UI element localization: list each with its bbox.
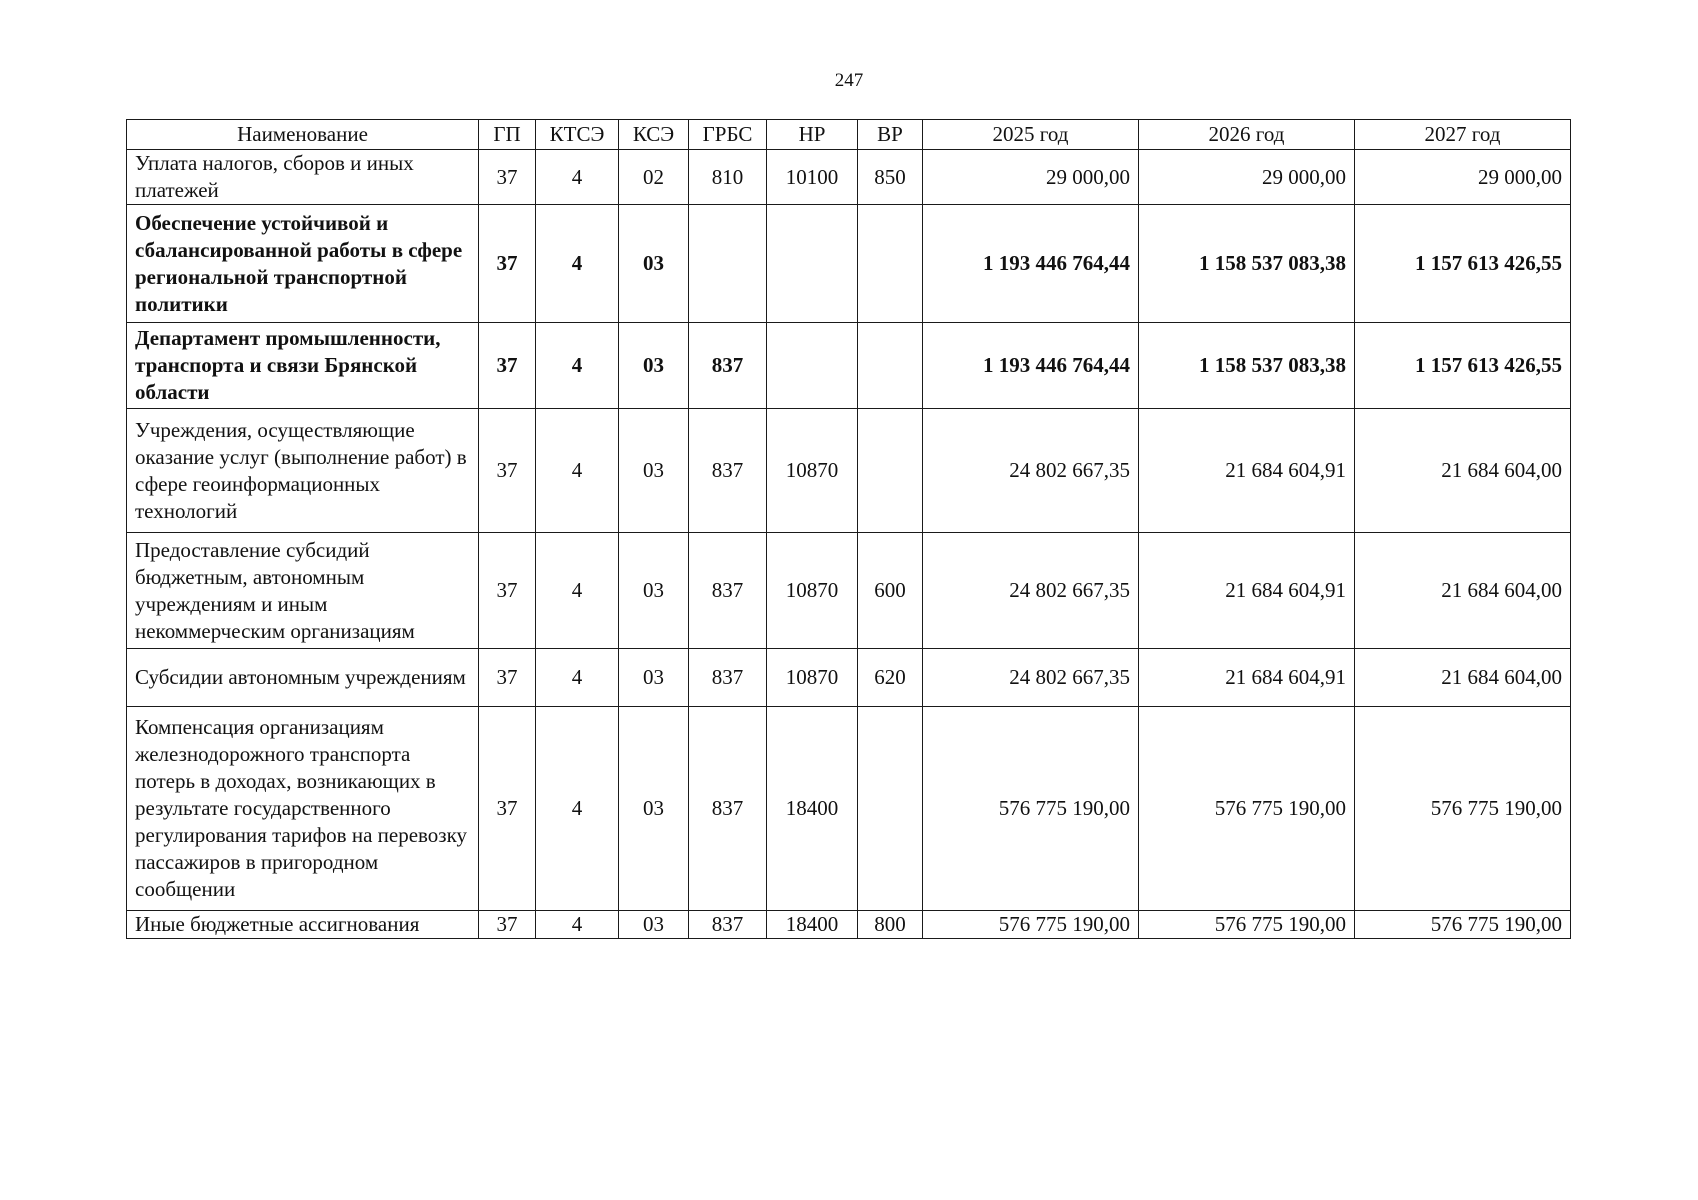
cell-grbs: 837: [689, 707, 767, 911]
cell-grbs: 837: [689, 533, 767, 649]
table-body: [127, 150, 1571, 939]
header-name: Наименование: [127, 120, 479, 150]
budget-table: [126, 119, 1571, 939]
cell-grbs: 837: [689, 409, 767, 533]
cell-name: Предоставление субсидий бюджетным, автономным учреждениям и иным некоммерческим организациям: [127, 533, 479, 649]
cell-gp: 37: [479, 323, 536, 409]
table-row: [127, 649, 1571, 707]
cell-grbs: 837: [689, 911, 767, 939]
cell-y2027: 21 684 604,00: [1355, 649, 1571, 707]
cell-nr: 10870: [767, 649, 858, 707]
cell-name: Субсидии автономным учреждениям: [127, 649, 479, 707]
cell-kse: 03: [619, 409, 689, 533]
cell-nr: 10870: [767, 533, 858, 649]
table-row: [127, 205, 1571, 323]
cell-gp: 37: [479, 707, 536, 911]
cell-gp: 37: [479, 533, 536, 649]
cell-y2027: 21 684 604,00: [1355, 409, 1571, 533]
cell-ktse: 4: [536, 707, 619, 911]
cell-y2025: 1 193 446 764,44: [923, 323, 1139, 409]
cell-y2027: 1 157 613 426,55: [1355, 205, 1571, 323]
cell-grbs: 810: [689, 150, 767, 205]
cell-ktse: 4: [536, 649, 619, 707]
table-row: [127, 533, 1571, 649]
cell-y2026: 21 684 604,91: [1139, 649, 1355, 707]
cell-name: Компенсация организациям железнодорожного транспорта потерь в доходах, возникающих в результате государственного регулирования тарифов на перевозку пассажиров в пригородном сообщении: [127, 707, 479, 911]
cell-y2026: 21 684 604,91: [1139, 409, 1355, 533]
cell-nr: 18400: [767, 911, 858, 939]
cell-ktse: 4: [536, 409, 619, 533]
header-2026: 2026 год: [1139, 120, 1355, 150]
cell-y2027: 29 000,00: [1355, 150, 1571, 205]
cell-y2025: 576 775 190,00: [923, 707, 1139, 911]
cell-name: Департамент промышленности, транспорта и связи Брянской области: [127, 323, 479, 409]
cell-nr: 18400: [767, 707, 858, 911]
cell-gp: 37: [479, 649, 536, 707]
cell-vr: 800: [858, 911, 923, 939]
cell-gp: 37: [479, 409, 536, 533]
cell-gp: 37: [479, 150, 536, 205]
cell-vr: 850: [858, 150, 923, 205]
cell-kse: 02: [619, 150, 689, 205]
cell-y2025: 24 802 667,35: [923, 409, 1139, 533]
cell-kse: 03: [619, 649, 689, 707]
cell-ktse: 4: [536, 533, 619, 649]
cell-y2027: 576 775 190,00: [1355, 707, 1571, 911]
cell-vr: [858, 707, 923, 911]
header-gp: ГП: [479, 120, 536, 150]
cell-gp: 37: [479, 911, 536, 939]
cell-vr: [858, 205, 923, 323]
header-kse: КСЭ: [619, 120, 689, 150]
cell-kse: 03: [619, 205, 689, 323]
cell-ktse: 4: [536, 205, 619, 323]
cell-gp: 37: [479, 205, 536, 323]
cell-ktse: 4: [536, 911, 619, 939]
header-ktse: КТСЭ: [536, 120, 619, 150]
cell-y2027: 21 684 604,00: [1355, 533, 1571, 649]
cell-y2027: 576 775 190,00: [1355, 911, 1571, 939]
cell-y2026: 576 775 190,00: [1139, 707, 1355, 911]
cell-y2025: 576 775 190,00: [923, 911, 1139, 939]
cell-y2026: 29 000,00: [1139, 150, 1355, 205]
cell-name: Учреждения, осуществляющие оказание услуг (выполнение работ) в сфере геоинформационных технологий: [127, 409, 479, 533]
header-2025: 2025 год: [923, 120, 1139, 150]
cell-y2025: 24 802 667,35: [923, 533, 1139, 649]
table-row: [127, 150, 1571, 205]
header-2027: 2027 год: [1355, 120, 1571, 150]
cell-y2027: 1 157 613 426,55: [1355, 323, 1571, 409]
cell-name: Обеспечение устойчивой и сбалансированной работы в сфере региональной транспортной политики: [127, 205, 479, 323]
cell-name: Уплата налогов, сборов и иных платежей: [127, 150, 479, 205]
page-number: 247: [834, 70, 864, 91]
cell-y2025: 29 000,00: [923, 150, 1139, 205]
cell-ktse: 4: [536, 150, 619, 205]
cell-kse: 03: [619, 707, 689, 911]
table-header-row: [127, 120, 1571, 150]
cell-vr: 600: [858, 533, 923, 649]
header-vr: ВР: [858, 120, 923, 150]
cell-nr: 10870: [767, 409, 858, 533]
cell-vr: [858, 323, 923, 409]
table-row: [127, 409, 1571, 533]
header-nr: НР: [767, 120, 858, 150]
cell-nr: [767, 205, 858, 323]
cell-grbs: 837: [689, 323, 767, 409]
cell-nr: 10100: [767, 150, 858, 205]
cell-name: Иные бюджетные ассигнования: [127, 911, 479, 939]
cell-y2026: 1 158 537 083,38: [1139, 323, 1355, 409]
cell-y2026: 1 158 537 083,38: [1139, 205, 1355, 323]
cell-y2026: 576 775 190,00: [1139, 911, 1355, 939]
table-row: [127, 911, 1571, 939]
cell-grbs: [689, 205, 767, 323]
cell-vr: [858, 409, 923, 533]
cell-ktse: 4: [536, 323, 619, 409]
cell-y2025: 1 193 446 764,44: [923, 205, 1139, 323]
cell-kse: 03: [619, 911, 689, 939]
table-row: [127, 323, 1571, 409]
cell-vr: 620: [858, 649, 923, 707]
cell-nr: [767, 323, 858, 409]
cell-y2025: 24 802 667,35: [923, 649, 1139, 707]
table-row: [127, 707, 1571, 911]
cell-grbs: 837: [689, 649, 767, 707]
cell-y2026: 21 684 604,91: [1139, 533, 1355, 649]
cell-kse: 03: [619, 323, 689, 409]
header-grbs: ГРБС: [689, 120, 767, 150]
cell-kse: 03: [619, 533, 689, 649]
